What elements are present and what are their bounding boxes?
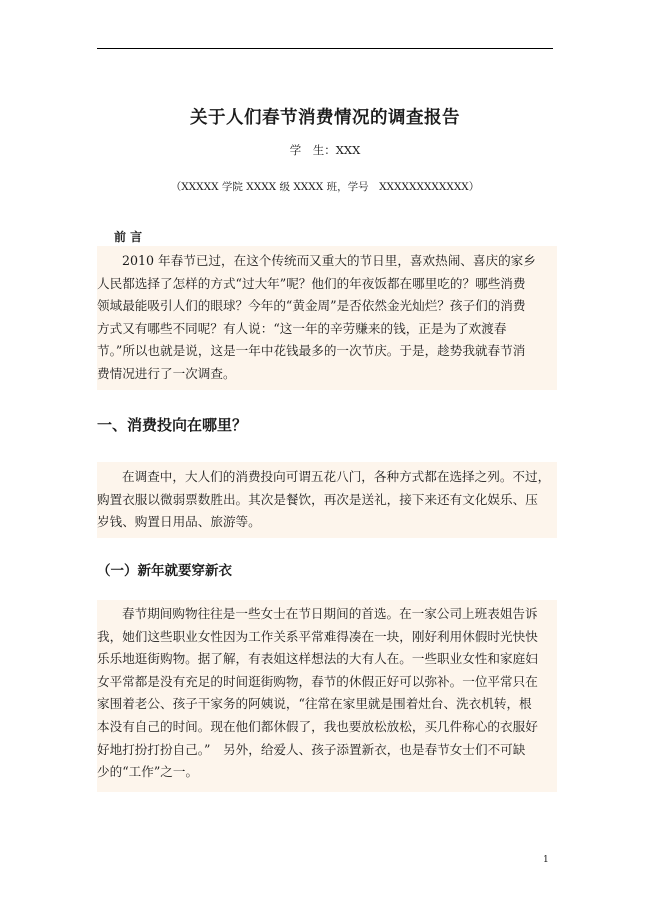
subsection-line: 女平常都是没有充足的时间逛街购物，春节的休假正好可以弥补。一位平常只在 bbox=[97, 673, 538, 689]
section-heading: 一、消费投向在哪里？ bbox=[97, 416, 248, 434]
subsection-line: 我，她们这些职业女性因为工作关系平常难得凑在一块，刚好利用休假时光快快 bbox=[97, 628, 538, 644]
preface-paragraph bbox=[97, 250, 557, 386]
subsection-line: 少的“工作”之一。 bbox=[97, 764, 199, 780]
preface-line: 领域最能吸引人们的眼球？今年的“黄金周”是否依然金光灿烂？孩子们的消费 bbox=[97, 298, 526, 314]
author-line: 学 生：XXX bbox=[289, 143, 361, 157]
preface-line: 方式又有哪些不同呢？有人说：“这一年的辛劳赚来的钱，正是为了欢渡春 bbox=[97, 320, 507, 336]
subsection-line: 乐乐地逛街购物。据了解，有表姐这样想法的大有人在。一些职业女性和家庭妇 bbox=[97, 651, 538, 667]
subsection-line: 家围着老公、孩子干家务的阿姨说，“往常在家里就是围着灶台、洗衣机转，根 bbox=[97, 696, 532, 712]
affiliation-line: （XXXXX 学院 XXXX 级 XXXX 班，学号 XXXXXXXXXXXX） bbox=[170, 181, 480, 193]
preface-line: 人民都选择了怎样的方式“过大年”呢？他们的年夜饭都在哪里吃的？哪些消费 bbox=[97, 275, 526, 291]
section-line: 在调查中，大人们的消费投向可谓五花八门，各种方式都在选择之列。不过， bbox=[122, 469, 551, 484]
section-line: 购置衣服以微弱票数胜出。其次是餐饮，再次是送礼，接下来还有文化娱乐、压 bbox=[97, 491, 538, 507]
preface-line: 2010 年春节已过，在这个传统而又重大的节日里，喜欢热闹、喜庆的家乡 bbox=[122, 253, 536, 268]
section-paragraph bbox=[97, 466, 557, 534]
header-rule bbox=[97, 48, 553, 49]
preface-line: 费情况进行了一次调查。 bbox=[97, 365, 236, 381]
subsection-line: 春节期间购物往往是一些女士在节日期间的首选。在一家公司上班表姐告诉 bbox=[122, 606, 538, 621]
subsection-line: 本没有自己的时间。现在他们都休假了，我也要放松放松，买几件称心的衣服好 bbox=[97, 718, 538, 734]
subsection-paragraph bbox=[97, 603, 557, 784]
preface-line: 节。”所以也就是说，这是一年中花钱最多的一次节庆。于是，趁势我就春节消 bbox=[97, 343, 526, 359]
document-title: 关于人们春节消费情况的调查报告 bbox=[190, 108, 460, 128]
page-number: 1 bbox=[543, 855, 549, 865]
section-line: 岁钱、购置日用品、旅游等。 bbox=[97, 514, 261, 530]
preface-heading: 前 言 bbox=[114, 230, 143, 244]
subsection-line: 好地打扮打扮自己。” 另外，给爱人、孩子添置新衣，也是春节女士们不可缺 bbox=[97, 741, 526, 757]
subsection-heading: （一）新年就要穿新衣 bbox=[97, 563, 232, 579]
